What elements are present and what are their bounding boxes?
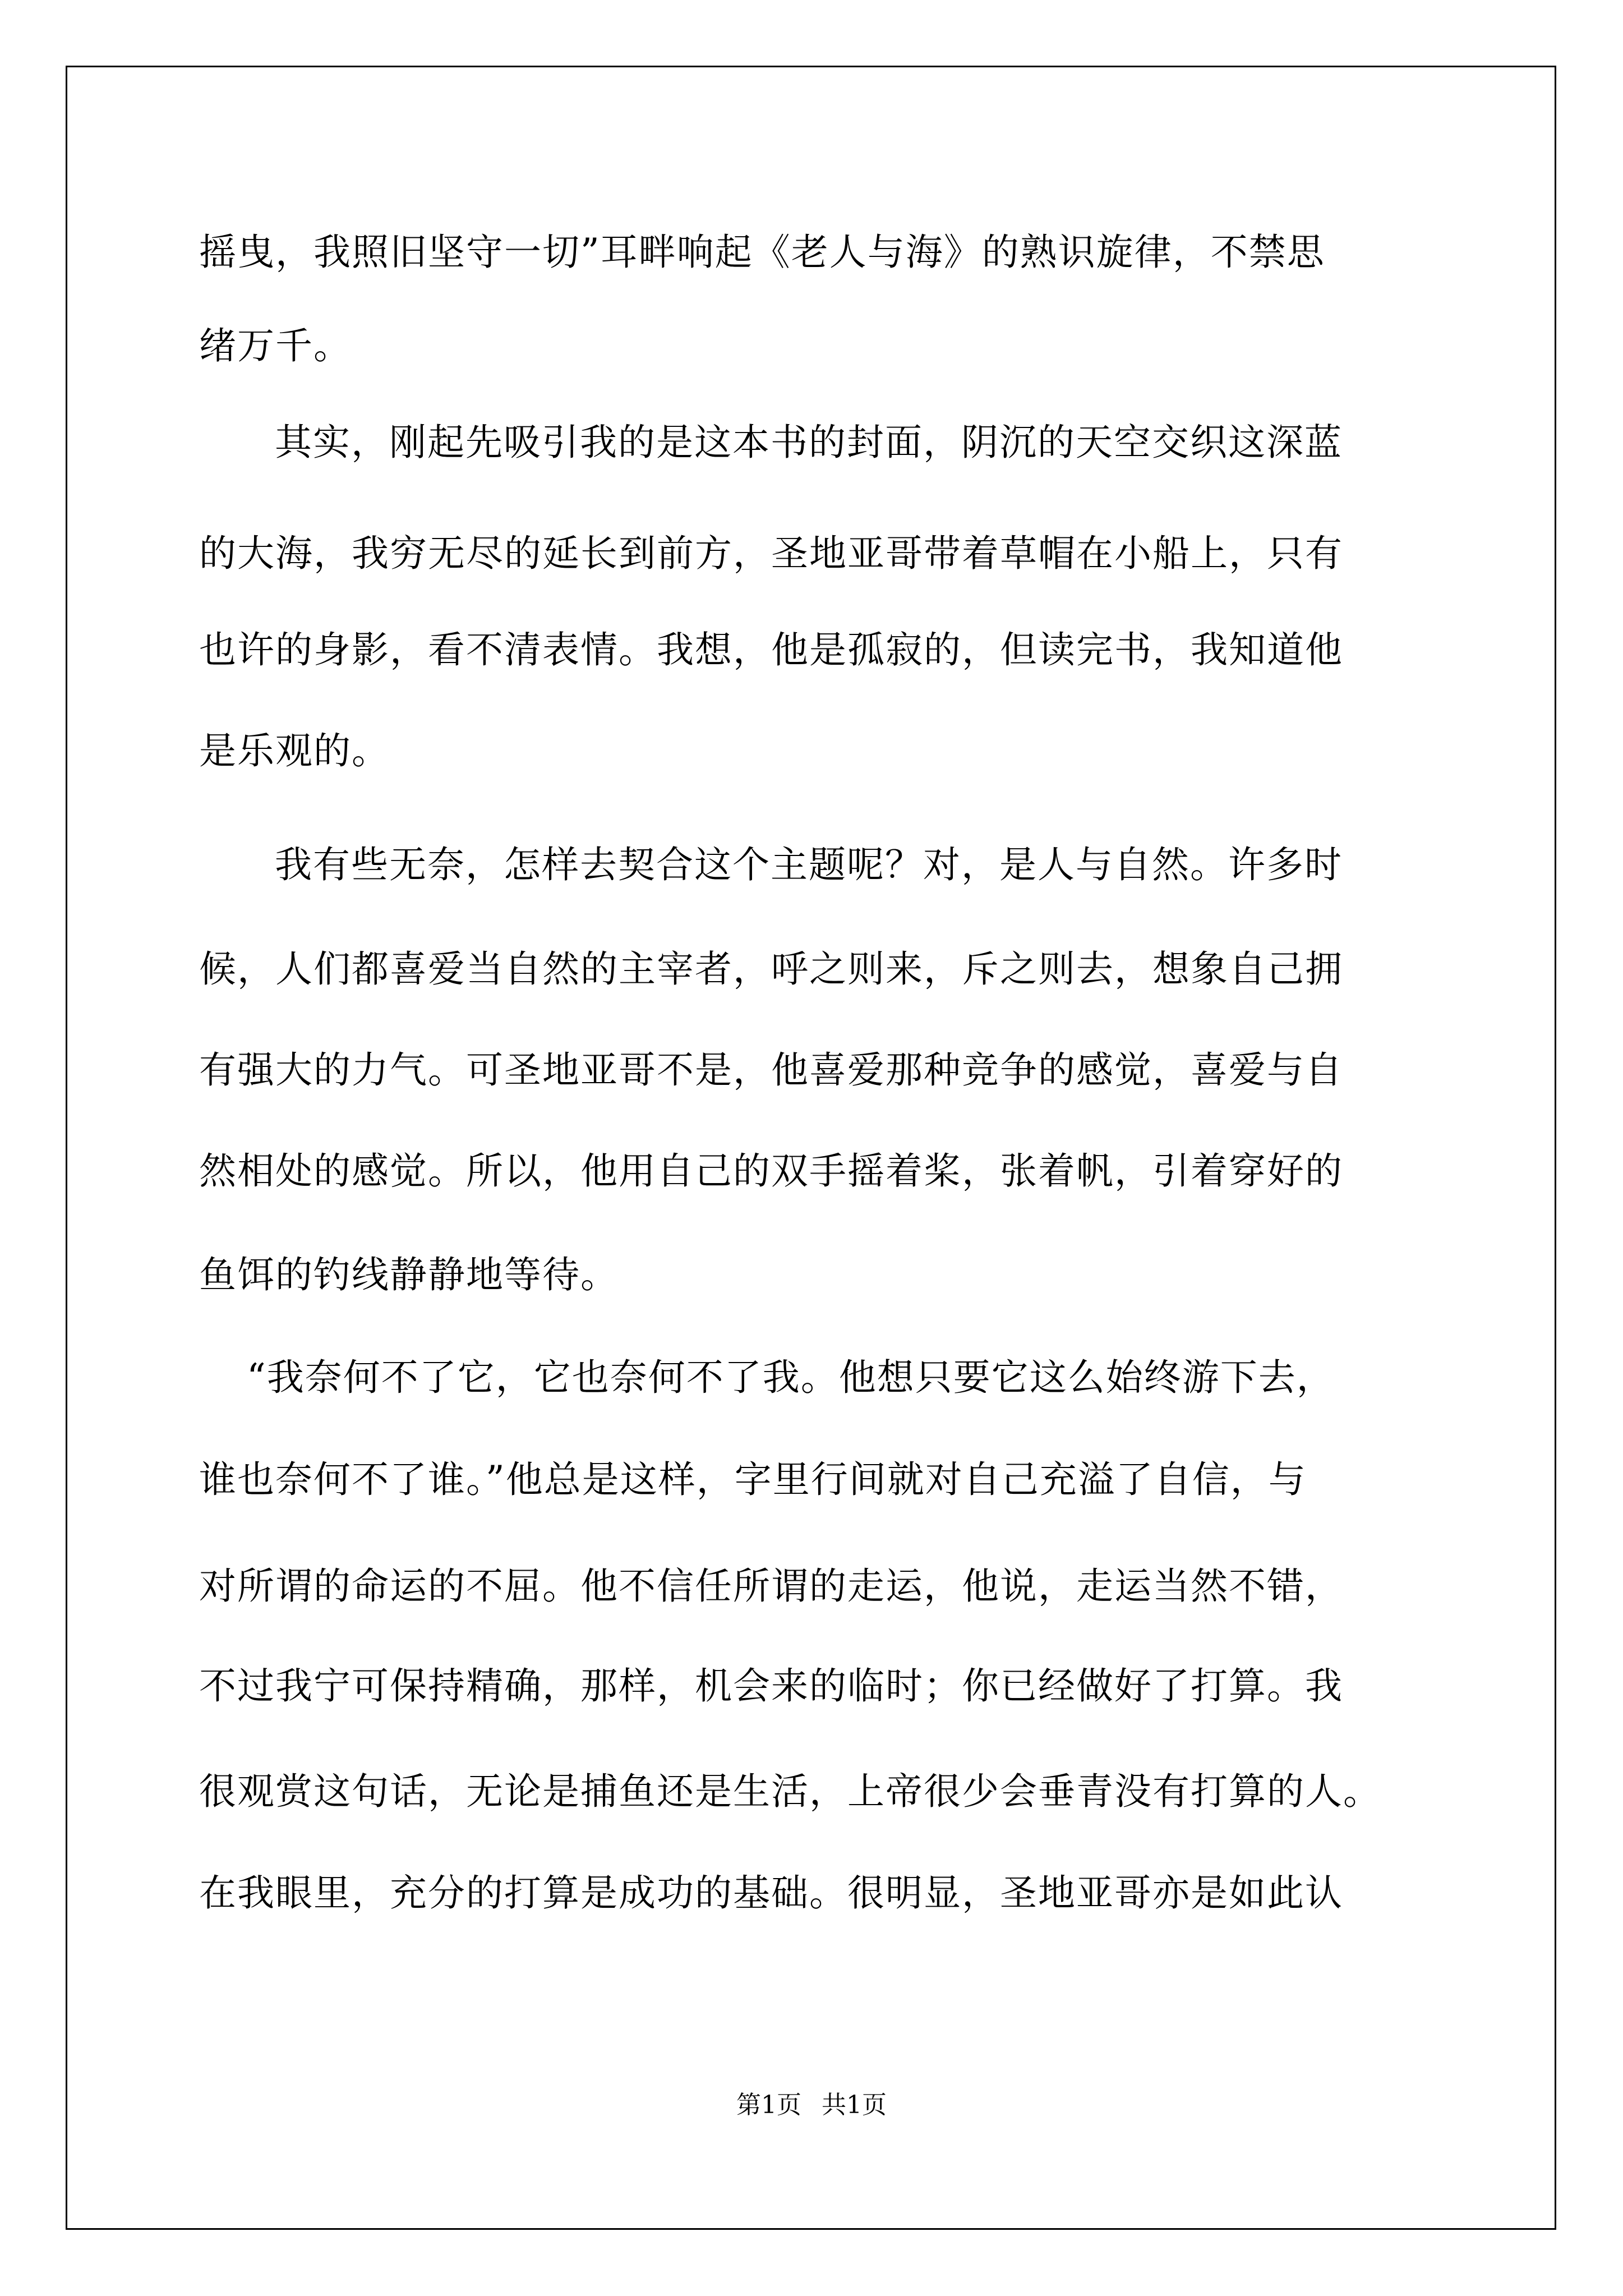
text-line-15: 不过我宁可保持精确，那样，机会来的临时；你已经做好了打算。我 bbox=[199, 1664, 1343, 1708]
text-line-4: 的大海，我穷无尽的延长到前方，圣地亚哥带着草帽在小船上，只有 bbox=[199, 532, 1343, 575]
page-number: 第1页 bbox=[736, 2091, 801, 2119]
text-line-10: 然相处的感觉。所以，他用自己的双手摇着桨，张着帆，引着穿好的 bbox=[199, 1149, 1343, 1193]
page-total: 共1页 bbox=[822, 2091, 887, 2119]
text-line-14: 对所谓的命运的不屈。他不信任所谓的走运，他说，走运当然不错， bbox=[199, 1565, 1343, 1608]
text-line-9: 有强大的力气。可圣地亚哥不是，他喜爱那种竞争的感觉，喜爱与自 bbox=[199, 1048, 1343, 1092]
text-line-2: 绪万千。 bbox=[199, 324, 352, 367]
text-line-5: 也许的身影，看不清表情。我想，他是孤寂的，但读完书，我知道他 bbox=[199, 628, 1343, 671]
text-line-13: 谁也奈何不了谁。”他总是这样，字里行间就对自己充溢了自信，与 bbox=[199, 1458, 1307, 1501]
page-footer bbox=[0, 2088, 1623, 2122]
text-line-16: 很观赏这句话，无论是捕鱼还是生活，上帝很少会垂青没有打算的人。 bbox=[199, 1770, 1381, 1813]
text-line-12: “我奈何不了它，它也奈何不了我。他想只要它这么始终游下去， bbox=[247, 1356, 1335, 1399]
text-line-8: 候，人们都喜爱当自然的主宰者，呼之则来，斥之则去，想象自己拥 bbox=[199, 947, 1343, 991]
text-line-1: 摇曳，我照旧坚守一切”耳畔响起《老人与海》的熟识旋律，不禁思 bbox=[199, 231, 1325, 274]
text-line-7: 我有些无奈，怎样去契合这个主题呢？对，是人与自然。许多时 bbox=[275, 843, 1343, 886]
text-line-11: 鱼饵的钓线静静地等待。 bbox=[199, 1253, 619, 1296]
text-line-17: 在我眼里，充分的打算是成功的基础。很明显，圣地亚哥亦是如此认 bbox=[199, 1871, 1343, 1915]
text-line-6: 是乐观的。 bbox=[199, 729, 390, 772]
text-line-3: 其实，刚起先吸引我的是这本书的封面，阴沉的天空交织这深蓝 bbox=[275, 421, 1343, 464]
